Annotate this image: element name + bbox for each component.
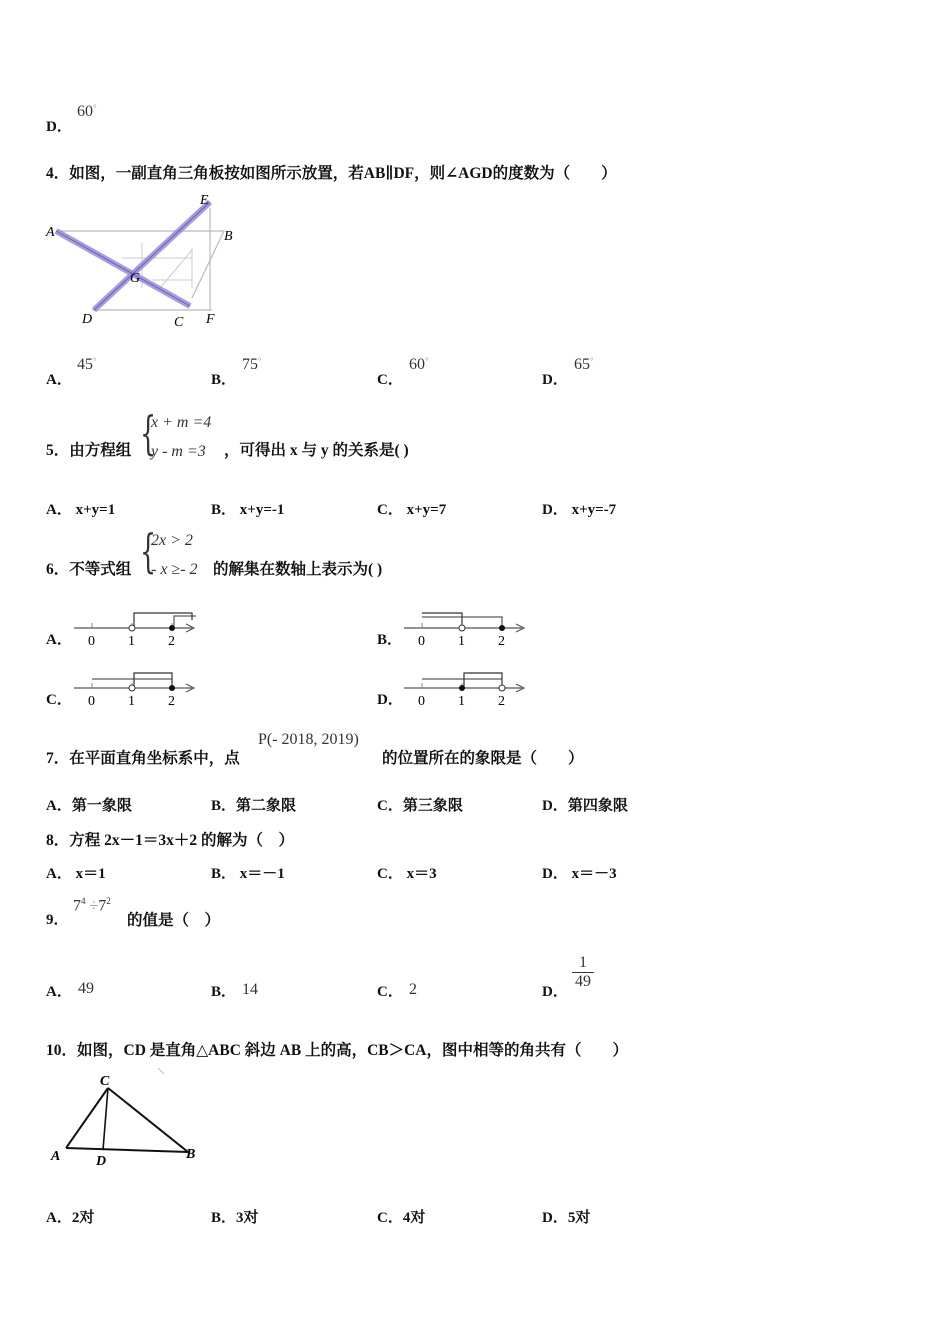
q3-option-d-value [77, 103, 97, 121]
option-value: x＝－1 [239, 866, 285, 882]
side-cb [108, 1088, 188, 1152]
option-value: 第二象限 [236, 798, 297, 814]
q5-equation-2: y - m =3 [151, 443, 206, 460]
q6-option-a-label: A． [46, 632, 72, 648]
option-value: x＝1 [75, 866, 106, 882]
tick-label-1: 1 [458, 634, 465, 649]
q6-option-d-numberline [402, 668, 532, 710]
option-label: D． [542, 502, 568, 518]
option-label: A． [46, 502, 72, 518]
q5-equation-1: x + m =4 [151, 414, 212, 431]
tick-label-1: 1 [128, 634, 135, 649]
q9-suffix: 的值是（ ） [127, 912, 221, 929]
option-value: 2对 [71, 1210, 95, 1226]
ray-left [422, 613, 462, 628]
open-dot-1 [459, 625, 465, 631]
open-dot-2 [499, 685, 505, 691]
side-ab [66, 1148, 188, 1152]
q4-option-b [211, 368, 236, 389]
closed-dot-2 [499, 625, 505, 631]
label-f: F [206, 312, 215, 327]
q9-number: 9． [46, 912, 69, 928]
option-value: x＝－3 [571, 866, 617, 882]
q9-option-d-label: D． [542, 984, 568, 1000]
denominator: 49 [575, 973, 591, 990]
base-2: 7 [98, 897, 107, 915]
q4-option-a [46, 368, 72, 389]
option-label: D． [46, 119, 72, 135]
option-label: A． [46, 1210, 72, 1226]
q5-suffix: ，可得出 x 与 y 的关系是( ) [224, 442, 409, 459]
label-g: G [130, 271, 141, 286]
q9-option-a-label: A． [46, 984, 72, 1000]
q9-option-a-value: 49 [78, 980, 94, 997]
degree-mark: ° [93, 356, 97, 366]
option-value: 第四象限 [567, 798, 628, 814]
q5-prefix: 5．由方程组 [46, 442, 132, 459]
option-value: 75 [242, 356, 258, 373]
q4-figure [42, 188, 242, 333]
tick-label-2: 2 [168, 634, 175, 649]
q10-option-c [377, 1206, 425, 1227]
exponent-1: 4 [81, 896, 86, 906]
label-e: E [200, 193, 209, 208]
segment-1-2 [134, 673, 172, 688]
q10-figure [48, 1066, 208, 1171]
degree-mark: ° [258, 356, 262, 366]
label-d: D [96, 1154, 107, 1169]
q4-stem: 4．如图，一副直角三角板按如图所示放置，若AB∥DF，则∠AGD的度数为（ ） [46, 165, 617, 182]
option-value: x+y=7 [406, 502, 447, 518]
option-value: 45 [77, 356, 93, 373]
tick-label-2: 2 [168, 694, 175, 709]
option-label: B． [211, 866, 237, 882]
label-a: A [51, 1149, 61, 1164]
q10-stem: 10．如图，CD 是直角△ABC 斜边 AB 上的高，CB＞CA，图中相等的角共有（ ） [46, 1042, 628, 1059]
option-value: x+y=-7 [571, 502, 617, 518]
q6-suffix: 的解集在数轴上表示为( ) [213, 561, 383, 578]
numerator: 1 [572, 954, 594, 973]
degree-mark: ° [590, 356, 594, 366]
option-label: A． [46, 866, 72, 882]
q4-option-c-value [409, 356, 429, 374]
closed-dot-2 [169, 685, 175, 691]
q8-option-d [542, 862, 617, 883]
label-c: C [100, 1074, 110, 1089]
q4-option-b-value [242, 356, 262, 374]
system-brace: { [140, 524, 157, 578]
q4-option-d-value [574, 356, 594, 374]
option-label: D． [542, 1210, 568, 1226]
q6-option-b-label: B． [377, 632, 403, 648]
q6-option-a-numberline [72, 608, 202, 650]
q6-prefix: 6．不等式组 [46, 561, 132, 578]
option-value: 第三象限 [402, 798, 463, 814]
label-a: A [46, 225, 55, 240]
tick-label-1: 1 [128, 694, 135, 709]
label-b: B [186, 1147, 196, 1162]
option-label: B． [211, 1210, 237, 1226]
q6-inequality-2: - x ≥- 2 [151, 561, 198, 578]
tick-label-0: 0 [88, 694, 95, 709]
q5-option-c [377, 498, 446, 519]
q3-option-d [46, 115, 72, 136]
q7-prefix: 7．在平面直角坐标系中，点 [46, 750, 240, 767]
q7-suffix: 的位置所在的象限是（ ） [382, 750, 584, 767]
q5-option-b [211, 498, 284, 519]
option-value: 5对 [567, 1210, 591, 1226]
q4-option-d [542, 368, 568, 389]
tick-label-0: 0 [88, 634, 95, 649]
side-ac [66, 1088, 108, 1148]
option-label: C． [377, 866, 403, 882]
q9-expression [73, 896, 111, 915]
altitude-cd [103, 1088, 108, 1150]
option-value: x+y=-1 [239, 502, 285, 518]
closed-dot-2 [169, 625, 175, 631]
label-c: C [174, 315, 184, 330]
q7-option-d [542, 794, 628, 815]
tick-label-1: 1 [458, 694, 465, 709]
q4-option-c [377, 368, 403, 389]
option-value: 60 [409, 356, 425, 373]
option-label: B． [211, 798, 237, 814]
option-label: C． [377, 1210, 403, 1226]
tick-label-0: 0 [418, 634, 425, 649]
q9-option-c-label: C． [377, 984, 403, 1000]
q9-option-b-label: B． [211, 984, 237, 1000]
option-value: x＝3 [406, 866, 437, 882]
q7-option-c [377, 794, 463, 815]
option-label: C． [377, 502, 403, 518]
option-label: B． [211, 372, 237, 388]
q7-point: P(- 2018, 2019) [258, 731, 359, 748]
label-b: B [224, 229, 233, 244]
option-label: C． [377, 372, 403, 388]
open-dot-1 [129, 625, 135, 631]
q6-option-c-numberline [72, 668, 202, 710]
closed-dot-1 [459, 685, 465, 691]
base-1: 7 [73, 897, 81, 915]
q5-option-a [46, 498, 115, 519]
ray-x-gt-1 [134, 613, 192, 628]
q4-option-a-value [77, 356, 97, 374]
q7-option-a [46, 794, 132, 815]
open-dot-1 [129, 685, 135, 691]
option-label: D． [542, 372, 568, 388]
tick-label-2: 2 [498, 634, 505, 649]
option-label: D． [542, 798, 568, 814]
system-brace: { [140, 406, 157, 460]
option-value: 4对 [402, 1210, 426, 1226]
q10-option-b [211, 1206, 259, 1227]
exponent-2: 2 [106, 896, 111, 906]
q6-option-c-label: C． [46, 692, 72, 708]
q9-option-b-value: 14 [242, 981, 258, 998]
q10-option-d [542, 1206, 590, 1227]
degree-mark: ° [93, 103, 97, 113]
q9-option-c-value: 2 [409, 981, 417, 998]
tick-label-0: 0 [418, 694, 425, 709]
segment-1-2 [464, 673, 502, 688]
option-label: A． [46, 372, 72, 388]
q10-option-a [46, 1206, 94, 1227]
q7-option-b [211, 794, 296, 815]
tick-label-2: 2 [498, 694, 505, 709]
option-value: 60 [77, 103, 93, 120]
q8-option-a [46, 862, 106, 883]
option-label: B． [211, 502, 237, 518]
option-value: 第一象限 [71, 798, 132, 814]
option-value: 3对 [236, 1210, 259, 1226]
q5-option-d [542, 498, 616, 519]
q8-option-c [377, 862, 437, 883]
q6-inequality-1: 2x > 2 [151, 532, 193, 549]
option-label: A． [46, 798, 72, 814]
option-value: x+y=1 [75, 502, 116, 518]
option-label: D． [542, 866, 568, 882]
option-label: C． [377, 798, 403, 814]
q8-option-b [211, 862, 285, 883]
degree-mark: ° [425, 356, 429, 366]
label-d: D [82, 312, 93, 327]
option-value: 65 [574, 356, 590, 373]
q9-option-d-fraction [572, 954, 594, 991]
q8-stem: 8．方程 2x－1＝3x＋2 的解为（ ） [46, 832, 295, 849]
q6-option-b-numberline [402, 608, 532, 650]
q6-option-d-label: D． [377, 692, 403, 708]
divide-sign: ÷ [89, 897, 99, 915]
ray-x-le-2 [174, 616, 196, 628]
